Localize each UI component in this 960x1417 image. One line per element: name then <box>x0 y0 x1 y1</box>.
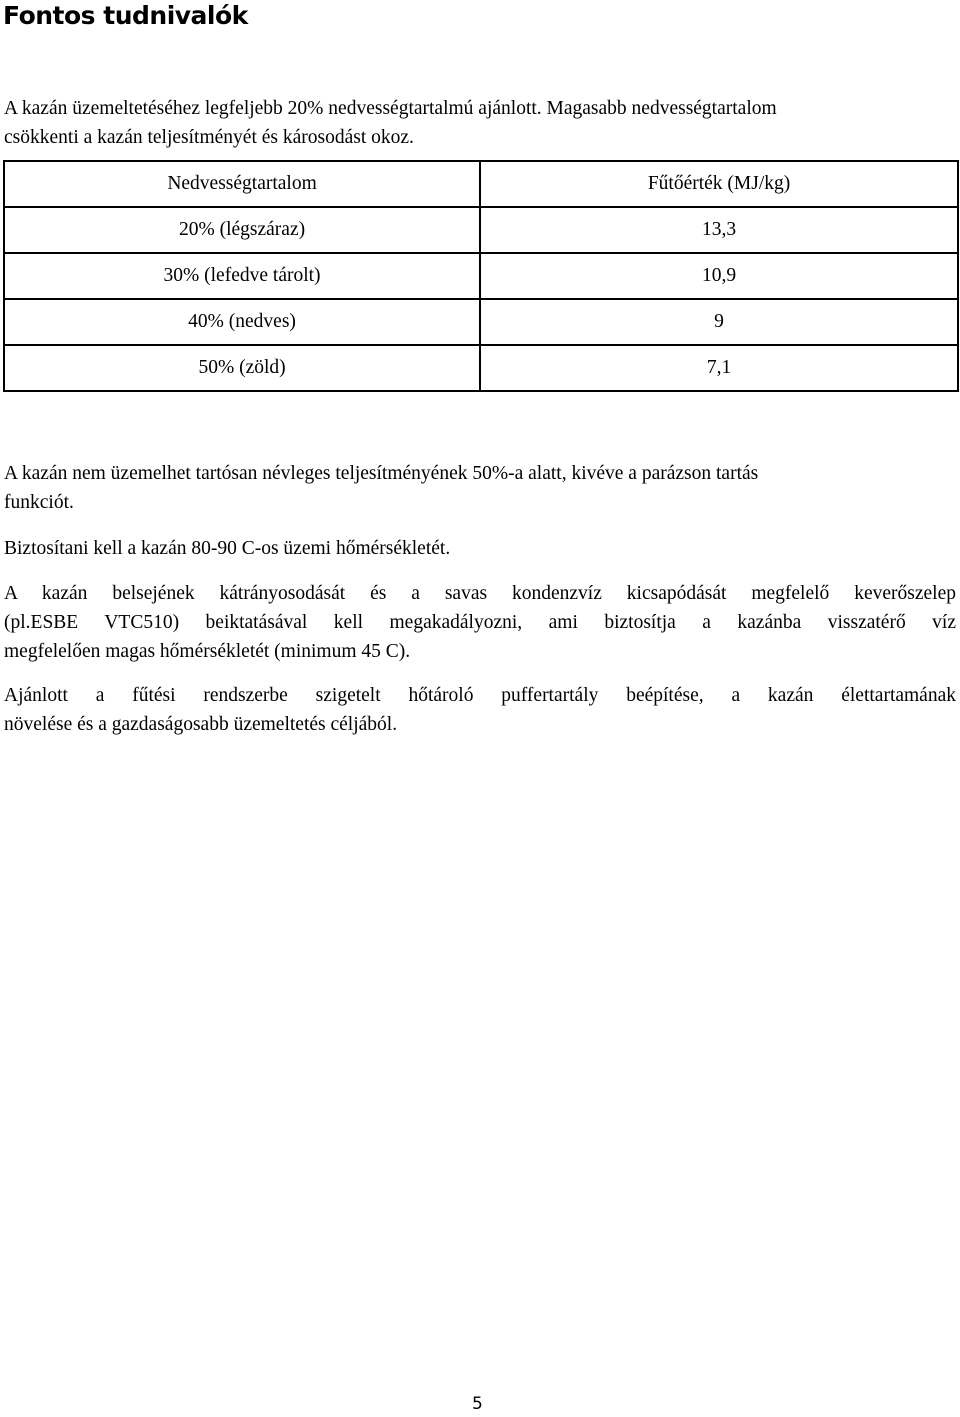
table-header-moisture: Nedvességtartalom <box>4 161 480 207</box>
table-cell-moisture: 40% (nedves) <box>4 299 480 345</box>
operating-temperature-paragraph: Biztosítani kell a kazán 80-90 C-os üzemi hőmérsékletét. <box>4 538 451 559</box>
partial-load-line-1: A kazán nem üzemelhet tartósan névleges teljesítményének 50%-a alatt, kivéve a parázson tartás <box>4 463 759 484</box>
mixing-valve-line-3: megfelelően magas hőmérsékletét (minimum 45 C). <box>4 641 411 662</box>
table-cell-heating-value: 7,1 <box>480 345 958 391</box>
intro-line-2: csökkenti a kazán teljesítményét és károsodást okoz. <box>4 127 414 148</box>
table-row <box>4 345 958 391</box>
table-row <box>4 299 958 345</box>
table-cell-heating-value: 10,9 <box>480 253 958 299</box>
mixing-valve-paragraph <box>4 579 956 666</box>
table-cell-moisture: 30% (lefedve tárolt) <box>4 253 480 299</box>
mixing-valve-line-2: (pl.ESBE VTC510) beiktatásával kell megakadályozni, ami biztosítja a kazánba visszatérő víz <box>4 612 956 633</box>
buffer-tank-paragraph <box>4 681 956 739</box>
partial-load-paragraph <box>4 459 956 517</box>
moisture-heating-value-table <box>3 160 959 392</box>
partial-load-line-2: funkciót. <box>4 492 74 513</box>
table-row <box>4 207 958 253</box>
mixing-valve-line-1: A kazán belsejének kátrányosodását és a savas kondenzvíz kicsapódását megfelelő keverőszelep <box>4 583 956 604</box>
intro-paragraph <box>4 94 956 152</box>
buffer-tank-line-1: Ajánlott a fűtési rendszerbe szigetelt hőtároló puffertartály beépítése, a kazán élettartamának <box>4 685 956 706</box>
page-number: 5 <box>472 1394 483 1414</box>
table-cell-heating-value: 9 <box>480 299 958 345</box>
table-cell-heating-value: 13,3 <box>480 207 958 253</box>
table-cell-moisture: 20% (légszáraz) <box>4 207 480 253</box>
page-heading: Fontos tudnivalók <box>3 1 248 30</box>
table-header-heating-value: Fűtőérték (MJ/kg) <box>480 161 958 207</box>
table-header-row <box>4 161 958 207</box>
table-cell-moisture: 50% (zöld) <box>4 345 480 391</box>
buffer-tank-line-2: növelése és a gazdaságosabb üzemeltetés céljából. <box>4 714 398 735</box>
intro-line-1: A kazán üzemeltetéséhez legfeljebb 20% nedvességtartalmú ajánlott. Magasabb nedvességtartalom <box>4 98 777 119</box>
table-row <box>4 253 958 299</box>
